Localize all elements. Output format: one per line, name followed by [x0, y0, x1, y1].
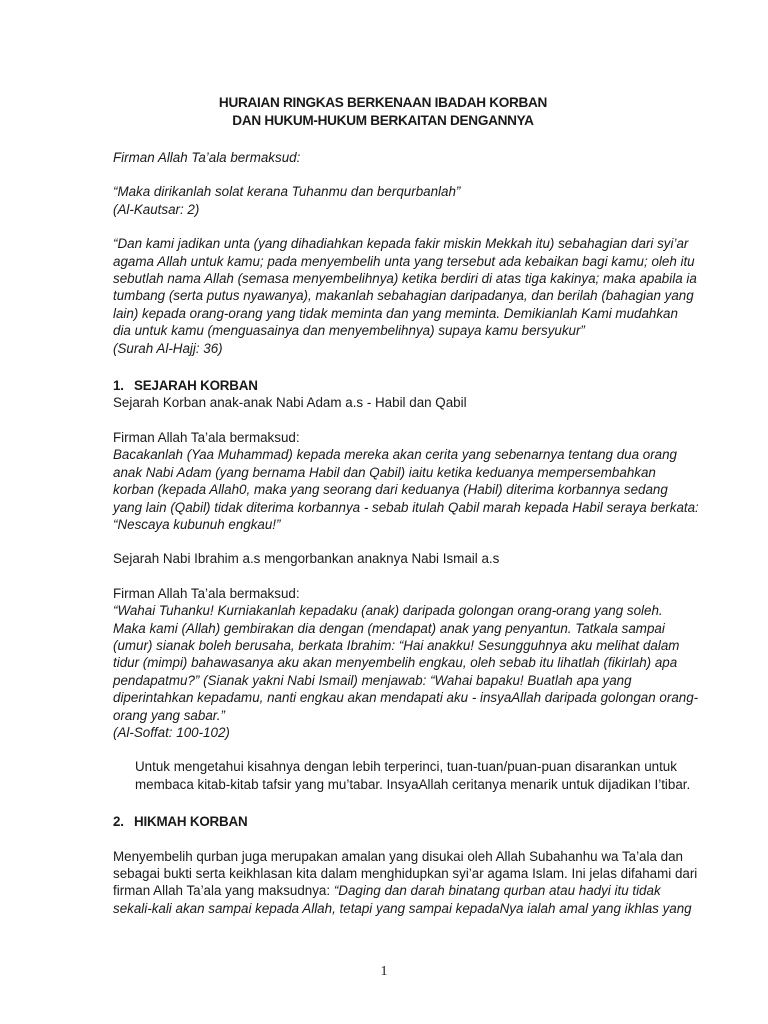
quote-line: anak Nabi Adam (yang bernama Habil dan Qabil) iaitu ketika keduanya mempersembahkan	[113, 464, 656, 480]
body-line	[113, 882, 661, 899]
body-line: sebagai bukti serta keikhlasan kita dalam menghidupkan syi’ar agama Islam. Ini jelas difahami dari	[113, 866, 698, 881]
section-1-heading	[113, 377, 653, 394]
quote-line: pendapatmu?” (Sianak yakni Nabi Ismail) menjawab: “Wahai bapaku! Buatlah apa yang	[113, 672, 632, 688]
section-2-title: HIKMAH KORBAN	[134, 814, 248, 830]
quote-kautsar: “Maka dirikanlah solat kerana Tuhanmu dan berqurbanlah”	[113, 184, 461, 200]
body-line-plain: firman Allah Ta’ala yang maksudnya:	[113, 883, 334, 899]
section-1-subtitle: Sejarah Korban anak-anak Nabi Adam a.s - Habil dan Qabil	[113, 395, 467, 411]
section-1-note	[135, 758, 691, 793]
body-line: Menyembelih qurban juga merupakan amalan yang disukai oleh Allah Subahanhu wa Ta’ala dan	[113, 848, 683, 864]
quote-line: (umur) sianak boleh berusaha, berkata Ibrahim: “Hai anakku! Sesungguhnya aku melihat dalam	[113, 637, 680, 653]
quote-hajj-line: agama Allah untuk kamu; pada menyembelih unta yang tersebut ada kebaikan bagi kamu; oleh itu	[113, 253, 695, 269]
quote-hajj-line: “Dan kami jadikan unta (yang dihadiahkan kepada fakir miskin Mekkah itu) sebahagian dari syi’ar	[113, 236, 689, 252]
section-1-firman: Firman Allah Ta’ala bermaksud:	[113, 429, 300, 445]
quote-hajj	[113, 235, 697, 357]
section-1-firman-2: Firman Allah Ta’ala bermaksud:	[113, 585, 300, 601]
section-2-number: 2.	[113, 814, 124, 830]
quote-line: “Nescaya kubunuh engkau!”	[113, 516, 281, 532]
title-line-1: HURAIAN RINGKAS BERKENAAN IBADAH KORBAN	[218, 95, 548, 110]
quote-line: diperintahkan kepadamu, nanti engkau akan mendapati aku - insyaAllah daripada golongan orang-	[113, 690, 699, 706]
quote-habil-qabil	[113, 446, 699, 533]
quote-line: korban (kepada Allah0, maka yang seorang dari keduanya (Habil) diterima korbannya sedang	[113, 482, 668, 498]
quote-line: Maka kami (Allah) gembirakan dia dengan (mendapat) anak yang penyantun. Tatkala sampai	[113, 620, 665, 636]
section-1-number: 1.	[113, 378, 124, 394]
quote-hajj-line: dia untuk kamu (menguasainya dan menyembelihnya) supaya kamu bersyukur”	[113, 323, 585, 339]
quote-hajj-ref: (Surah Al-Hajj: 36)	[113, 340, 223, 356]
title-line-2: DAN HUKUM-HUKUM BERKAITAN DENGANNYA	[232, 112, 534, 128]
quote-ibrahim-ref: (Al-Soffat: 100-102)	[113, 724, 230, 740]
section-2-body	[113, 848, 698, 918]
body-line: sekali-kali akan sampai kepada Allah, tetapi yang sampai kepadaNya ialah amal yang ikhlas yang	[113, 900, 692, 916]
quote-line: tidur (mimpi) bahawasanya aku akan menyembelih engkau, oleh sebab itu lihatlah (fikirlah) apa	[113, 655, 678, 671]
quote-hajj-line: tumbang (serta putus nyawanya), makanlah sebahagian daripadanya, dan berilah (bahagian yang	[113, 288, 694, 304]
document-title	[113, 94, 653, 129]
quote-ibrahim	[113, 602, 699, 741]
section-2-heading	[113, 813, 653, 830]
quote-line: “Wahai Tuhanku! Kurniakanlah kepadaku (anak) daripada golongan orang-orang yang soleh.	[113, 603, 663, 619]
quote-line: yang lain (Qabil) tidak diterima korbannya - sebab itulah Qabil marah kepada Habil seraya berkata:	[113, 499, 699, 515]
intro-firman: Firman Allah Ta’ala bermaksud:	[113, 150, 301, 165]
section-1-subtitle-2: Sejarah Nabi Ibrahim a.s mengorbankan anaknya Nabi Ismail a.s	[113, 551, 500, 567]
body-line-italic: “Daging dan darah binatang qurban atau hadyi itu tidak	[333, 883, 661, 899]
quote-line: orang yang sabar.”	[113, 707, 225, 723]
quote-hajj-line: lain) kepada orang-orang yang tidak meminta dan yang meminta. Demikianlah Kami mudahkan	[113, 305, 678, 321]
note-line: Untuk mengetahui kisahnya dengan lebih terperinci, tuan-tuan/puan-puan disarankan untuk	[135, 759, 677, 775]
quote-kautsar-ref: (Al-Kautsar: 2)	[113, 201, 200, 217]
document-body	[113, 94, 699, 917]
quote-line: Bacakanlah (Yaa Muhammad) kepada mereka akan cerita yang sebenarnya tentang dua orang	[113, 447, 678, 463]
page-number: 1	[380, 964, 388, 979]
quote-hajj-line: sebutlah nama Allah (semasa menyembelihnya) ketika berdiri di atas tiga kakinya; maka apabila ia	[113, 271, 697, 287]
section-1-title: SEJARAH KORBAN	[134, 378, 258, 394]
note-line: membaca kitab-kitab tafsir yang mu’tabar. InsyaAllah ceritanya menarik untuk dijadikan I’tibar.	[135, 776, 691, 792]
